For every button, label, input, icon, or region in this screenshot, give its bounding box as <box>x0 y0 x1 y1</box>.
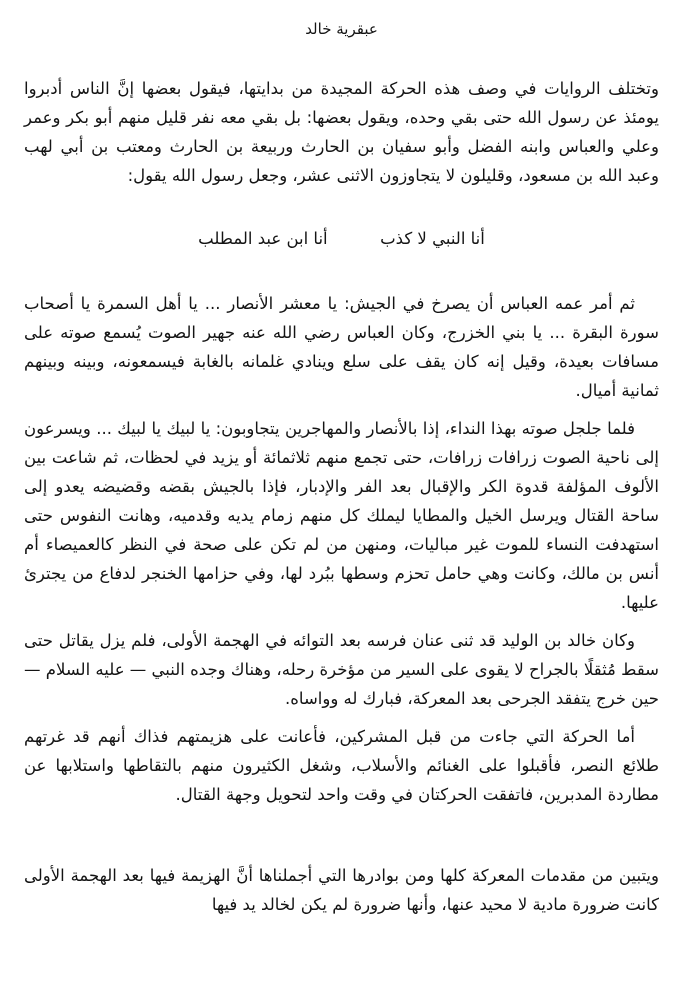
paragraph-response: فلما جلجل صوته بهذا النداء، إذا بالأنصار والمهاجرين يتجاوبون: يا لبيك يا لبيك ... ويسرعون إلى ناحية الصوت زرافات زرافات، حتى تجمع منهم ثلاثمائة أو يزيد في لحظات، ثم شاعت بين الألوف المؤلفة قدوة الكر والإقبال بعد الفر والإدبار، فإذا بالجيش بقضه وقضيضه يعدو إلى ساحة القتال ويرسل الخيل والمطايا ليملك كل منهم زمام يديه وقدميه، وهانت النفوس حتى استهدفت النساء للموت غير مباليات، ومنهن من لم تكن على صحة في النظر كالعميصاء أم أنس بن مالك، وكانت وهي حامل تحزم وسطها ببُرد لها، وفي حزامها الخنجر لدفاع من يجترئ عليها. <box>24 419 659 612</box>
paragraph-abbas-call: ثم أمر عمه العباس أن يصرخ في الجيش: يا معشر الأنصار ... يا أهل السمرة يا أصحاب سورة البقرة ... يا بني الخزرج، وكان العباس رضي الله عنه جهير الصوت يُسمع صوته على مسافات بعيدة، وقيل إنه كان يقف على سلع وينادي غلمانه بالغابة فيسمعونه، وبينه وبينهم ثمانية أميال. <box>24 294 659 400</box>
paragraph-conclusion: ويتبين من مقدمات المعركة كلها ومن بوادرها التي أجملناها أنَّ الهزيمة فيها بعد الهجمة الأولى كانت ضرورة مادية لا محيد عنها، وأنها ضرورة لم يكن لخالد يد فيها <box>24 866 659 914</box>
paragraph-khalid-wounded: وكان خالد بن الوليد قد ثنى عنان فرسه بعد التوائه في الهجمة الأولى، فلم يزل يقاتل حتى سقط مُثقلًا بالجراح لا يقوى على السير من مؤخرة رحله، وهناك وجده النبي — عليه السلام — حين خرج يتفقد الجرحى بعد المعركة، فبارك له وواساه. <box>24 631 659 708</box>
paragraph-intro: وتختلف الروايات في وصف هذه الحركة المجيدة من بدايتها، فيقول بعضها إنَّ الناس أدبروا يومئذ عن رسول الله حتى بقي وحده، ويقول بعضها: بل بقي معه نفر قليل منهم أبو بكر وعمر وعلي والعباس وابنه الفضل وأبو سفيان بن الحارث وربيعة بن الحارث ومعتب بن أبي لهب وعبد الله بن مسعود، وقليلون لا يتجاوزون الاثنى عشر، وجعل رسول الله يقول: <box>24 79 659 185</box>
page-title: عبقرية خالد <box>305 20 378 38</box>
verse-first-hemistich: أنا النبي لا كذب <box>380 229 485 248</box>
verse-second-hemistich: أنا ابن عبد المطلب <box>198 229 328 248</box>
paragraph-polytheists-move: أما الحركة التي جاءت من قبل المشركين، فأعانت على هزيمتهم فذاك أنهم قد غرتهم طلائع النصر، فأقبلوا على الغنائم والأسلاب، وشغل الكثيرون منهم بالتقاطها واستلابها عن مطاردة المدبرين، فاتفقت الحركتان في وقت واحد لتحويل وجهة القتال. <box>24 727 659 804</box>
page-body <box>24 74 659 919</box>
verse-line <box>24 224 659 253</box>
